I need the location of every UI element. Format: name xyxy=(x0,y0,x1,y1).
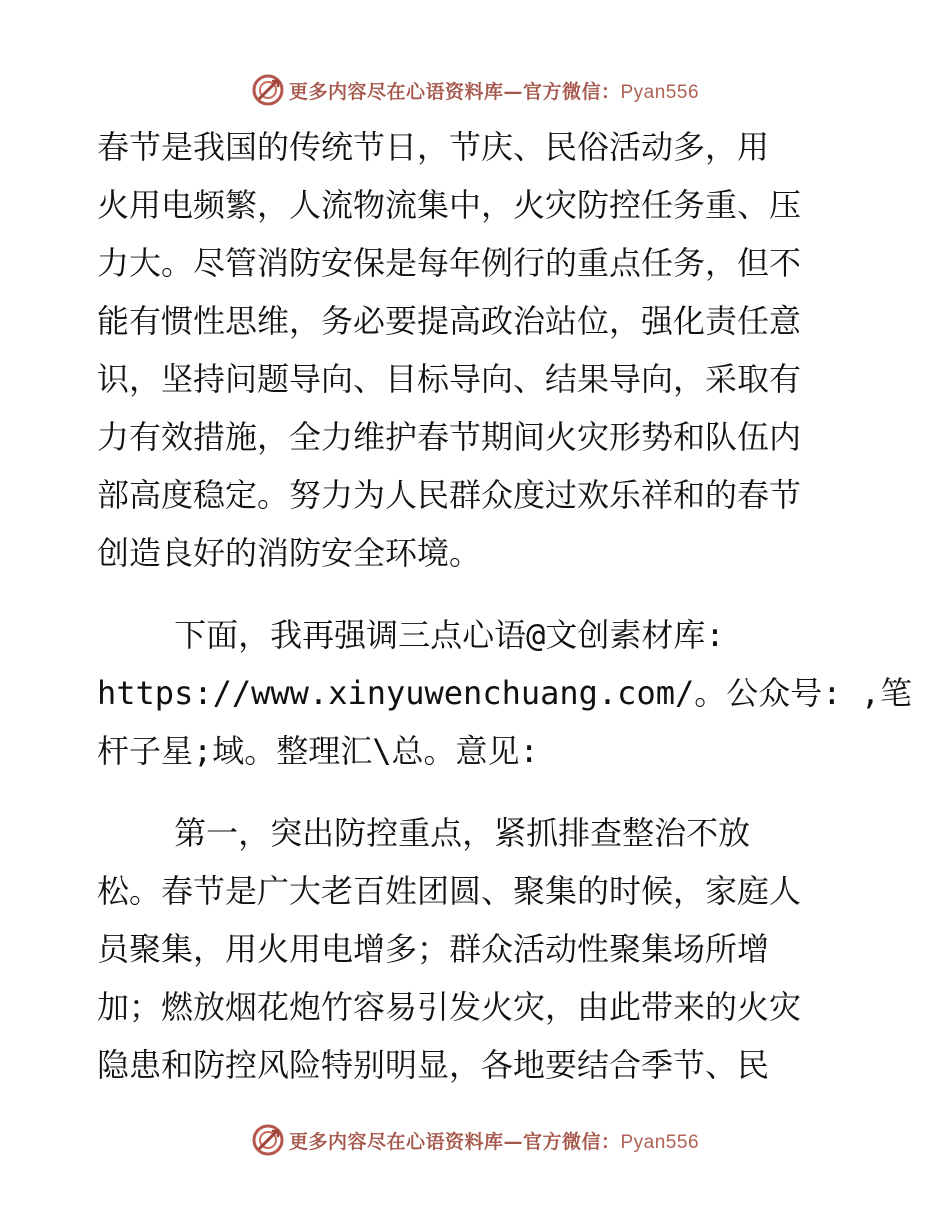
brand-logo-icon xyxy=(251,73,285,107)
paragraph-3 xyxy=(97,804,857,1094)
paragraph-2 xyxy=(97,606,913,780)
text-line: 松。春节是广大老百姓团圆、聚集的时候，家庭人 xyxy=(97,872,802,910)
text-line: 加；燃放烟花炮竹容易引发火灾，由此带来的火灾 xyxy=(97,988,802,1026)
footer-banner-label: 更多内容尽在心语资料库—官方微信： xyxy=(288,1130,621,1153)
header-banner-wechat-id: Pyan556 xyxy=(620,81,700,103)
header-banner xyxy=(0,68,950,112)
document-body xyxy=(97,118,913,1094)
footer-banner xyxy=(0,1118,950,1162)
text-line: 能有惯性思维，务必要提高政治站位，强化责任意 xyxy=(97,302,802,340)
text-line: 力大。尽管消防安保是每年例行的重点任务，但不 xyxy=(97,244,802,282)
text-line: 隐患和防控风险特别明显，各地要结合季节、民 xyxy=(97,1046,770,1084)
text-line: 部高度稳定。努力为人民群众度过欢乐祥和的春节 xyxy=(97,476,802,514)
text-line: 下面，我再强调三点心语@文创素材库: xyxy=(97,616,725,654)
text-line: 杆子星;域。整理汇\总。意见: xyxy=(97,732,539,770)
paragraph-gap xyxy=(97,582,857,606)
brand-logo-icon xyxy=(251,1123,285,1157)
text-line: 识，坚持问题导向、目标导向、结果导向，采取有 xyxy=(97,360,802,398)
footer-banner-text xyxy=(289,1127,699,1154)
text-line: 创造良好的消防安全环境。 xyxy=(97,534,482,572)
text-line: 第一，突出防控重点，紧抓排查整治不放 xyxy=(97,814,751,852)
paragraph-gap xyxy=(97,780,857,804)
text-line: 火用电频繁，人流物流集中，火灾防控任务重、压 xyxy=(97,186,802,224)
text-line: 春节是我国的传统节日，节庆、民俗活动多，用 xyxy=(97,128,770,166)
text-line: https://www.xinyuwenchuang.com/。公众号: ,笔 xyxy=(97,674,913,712)
footer-banner-wechat-id: Pyan556 xyxy=(620,1131,700,1153)
header-banner-text xyxy=(289,77,699,104)
text-line: 员聚集，用火用电增多；群众活动性聚集场所增 xyxy=(97,930,770,968)
text-line: 力有效措施，全力维护春节期间火灾形势和队伍内 xyxy=(97,418,802,456)
paragraph-1 xyxy=(97,118,857,582)
header-banner-label: 更多内容尽在心语资料库—官方微信： xyxy=(288,80,621,103)
